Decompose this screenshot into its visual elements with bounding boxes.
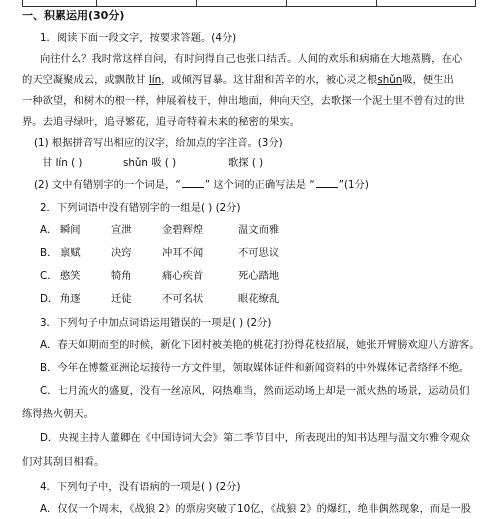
option-word: 角逐 <box>60 293 81 305</box>
answer-blank[interactable] <box>182 177 204 188</box>
q3-option-c-cont: 练得热火朝天。 <box>22 408 95 420</box>
option-word: 瞬间 <box>60 224 81 236</box>
option-word: 宣泄 <box>111 224 132 236</box>
answer-blank[interactable] <box>316 177 338 188</box>
q3-option-b: B．今年在博鳌亚洲论坛接待一方文件里，领取媒体证件和新闻资料的中外媒体记者络绎不绝。 <box>40 362 470 374</box>
q3-option-d-cont: 们对其刮目相看。 <box>22 456 105 468</box>
passage-text: 的天空凝聚成云，或飘散甘 <box>22 74 149 86</box>
table-divider <box>376 0 377 6</box>
table-divider <box>286 0 287 6</box>
table-border <box>22 0 476 7</box>
passage-text: 吸，便生出 <box>402 74 454 86</box>
passage-text: ，或倾泻冒暴。这甘甜和苦辛的水，被心灵之根 <box>161 74 378 86</box>
q1-sub1-item: 甘 lín ( ) <box>42 157 83 169</box>
q1-sub1: (1) 根据拼音写出相应的汉字，给加点的字注音。(3分) <box>34 137 283 149</box>
sub2-text: ” 这个词的正确写法是 “ <box>204 179 315 191</box>
section-heading <box>22 9 124 23</box>
option-word: 不可名状 <box>162 293 204 305</box>
q2-prompt: 2．下列词语中没有错别字的一组是( ) (2分) <box>40 202 241 214</box>
option-word: 迁徒 <box>111 293 132 305</box>
option-word: 不可思议 <box>238 247 280 259</box>
q1-prompt: 1．阅读下面一段文字，按要求答题。(4分) <box>40 32 237 44</box>
option-label: B． <box>40 247 58 259</box>
pinyin-shun: shǔn <box>377 74 403 86</box>
sub2-text: ”(1分) <box>338 179 369 191</box>
q3-option-c: C．七月流火的盛夏，没有一丝凉风，闷热难当，然而运动场上却是一派火热的场景，运动员们 <box>40 385 470 397</box>
option-word: 憨笑 <box>60 270 81 282</box>
q4-prompt: 4．下列句子中，没有语病的一项是( ) (2分) <box>40 481 241 493</box>
option-word: 眼花缭乱 <box>238 293 280 305</box>
pinyin-lin: lín <box>148 74 162 86</box>
q3-option-d: D．央视主持人董卿在《中国诗词大会》第二季节目中，所表现出的知书达理与温文尔雅令观众 <box>40 432 471 444</box>
option-word: 痛心疾首 <box>162 270 204 282</box>
q3-option-a: A．春天如期而至的时候，新化下团村被美艳的桃花打扮得花枝招展，她张开臂膀欢迎八方游客。 <box>40 339 480 351</box>
q1-sub1-item: shǔn 吸 ( ) <box>123 157 177 169</box>
q1-passage-line: 向往什么？我时常这样自问，有时问得自己也张口结舌。人间的欢乐和病痛在大地蒸腾，在心 <box>40 53 463 65</box>
q1-passage-line: 一种欲望，和树木的根一样，伸展着枝干，伸出地面，伸向天空，去歌探一个泥土里不曾有过的世 <box>22 95 465 107</box>
option-word: 死心踏地 <box>238 270 280 282</box>
q3-prompt: 3．下列句子中加点词语运用错误的一项是( ) (2分) <box>40 317 272 329</box>
q4-option-a: A．仅仅一个周末，《战狼 2》的票房突破了10亿，《战狼 2》的爆红，绝非偶然现象，而是一股 <box>40 503 472 515</box>
option-word: 犄角 <box>111 270 132 282</box>
table-divider <box>96 0 97 6</box>
table-divider <box>196 0 197 6</box>
option-word: 温文而雅 <box>238 224 280 236</box>
q1-sub1-item: 歌探 ( ) <box>228 157 264 169</box>
option-label: D． <box>40 293 59 305</box>
option-word: 决窍 <box>111 247 132 259</box>
section-score: (30分) <box>88 9 125 22</box>
q1-sub2 <box>34 177 369 192</box>
sub2-text: (2) 文中有错别字的一个词是，“ <box>34 179 181 191</box>
option-word: 金碧辉煌 <box>162 224 204 236</box>
q1-passage-line <box>22 73 454 87</box>
q1-passage-line: 界。去追寻绿叶，追寻繁花，追寻奇特着未来的秘密的果实。 <box>22 116 301 128</box>
option-word: 禀赋 <box>60 247 81 259</box>
option-label: C． <box>40 270 58 282</box>
section-title: 一、积累运用 <box>22 9 88 22</box>
option-label: A． <box>40 224 58 236</box>
option-word: 冲耳不闻 <box>162 247 204 259</box>
